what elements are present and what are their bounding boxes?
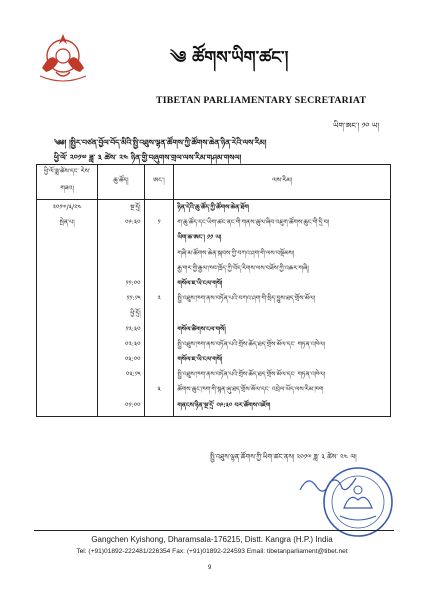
cell-agenda-item: གསོལ་ཚིགས་ངལ་གསོ། [174,322,391,337]
secretariat-title-tibetan: ༄ ཚོགས་ཡིག་ཚང་། [170,48,289,68]
table-row [37,367,391,382]
secretariat-title-english: TIBETAN PARLIAMENTARY SECRETARIAT [156,95,367,106]
cell-time: ༠༡:༠༠ [98,398,144,417]
table-row [37,246,391,261]
reference-number: ཡིག་ཨང་། ༡༠ ཡ། [333,121,380,130]
cell-number: ༢ [144,291,174,306]
footer-address: Gangchen Kyishong, Dharamsala-176215, Distt. Kangra (H.P.) India [91,535,333,544]
cell-number [144,306,174,321]
cell-agenda-item: རྒྱ་གར་གྱི་རྒྱལ་ཁབ་ཁྲོད་ཀྱི་བོད་རིགས་ལས་བཟོས་ཀྱི་འཆར་གཞི། [174,261,391,276]
cell-time: སྔ་དྲོ། [98,200,144,216]
signature-date-line: སྤྱི་འཐུས་ལྷན་ཚོགས་ཀྱི་ཡིག་ཚང་ནས། ༢༠༡༧ ཟླ་ ༣ ཚེས་ ༢༤ ལ། [210,453,357,461]
cell-date [37,261,98,276]
cell-agenda-item: ཚོགས་ཆུང་ཁག་གི་སྙན་ཞུ་ཐད་གྲོས་མོལ་དང་ འབྲེལ་ཡོད་ལས་རིམ་ཁག [174,382,391,397]
cell-number [144,246,174,261]
cell-date [37,246,98,261]
table-header-row [37,165,391,200]
cell-number [144,367,174,382]
cell-date [37,306,98,321]
cell-agenda-item: གནངས་ཉིན་སྔ་དྲོ་ ༠༩:༣༠ བར་ཚོགས་འཇོག [174,398,391,417]
cell-time: ༡༡:༠༠ [98,276,144,291]
table-row [37,306,391,321]
cell-time: ༠༢:༣༠ [98,337,144,352]
agenda-subheading: ཕྱི་ལོ་ ༢༠༡༧ ཟླ་ ༣ ཚེས་ ༢༤ ཉིན་གྱི་བཞུགས་གྲལ་ལས་རིམ་གཤམ་གསལ། [54,153,242,162]
table-row [37,322,391,337]
cell-time: ༠༣:༡༥ [98,367,144,382]
cell-date [37,276,98,291]
table-row [37,200,391,216]
table-row [37,291,391,306]
cell-number [144,337,174,352]
cell-number: ༡ [144,215,174,230]
cell-number: ༣ [144,382,174,397]
cell-agenda-item: ཡིག་ཆ་ཨང་། ༡༡ ཡ། [174,230,391,245]
table-row [37,215,391,230]
cell-time: ༡༡:༡༥ [98,291,144,306]
cell-number [144,230,174,245]
cell-time: ༡༢:༣༠ [98,322,144,337]
cell-number [144,276,174,291]
header-agenda-item: ལས་རིམ། [174,165,391,200]
cell-agenda-item: གཞི་མ་ཚོགས་ཆེན་སྐབས་ཀྱི་བཀའ་ཤག་གི་ལས་བསྡོམས། [174,246,391,261]
table-row [37,382,391,397]
emblem-logo-icon [34,28,92,86]
cell-time [98,382,144,397]
cell-date: སྤེན་པ། [37,215,98,230]
official-seal-icon [320,464,396,540]
cell-time [98,230,144,245]
cell-number [144,200,174,216]
cell-time [98,246,144,261]
cell-number [144,322,174,337]
page-number: 9 [208,565,212,571]
header-number: ཨང་། [144,165,174,200]
cell-date [37,382,98,397]
cell-number [144,352,174,367]
cell-agenda-item: ཉིན་དེའི་ཆུ་ཚོད་ཀྱི་ཚོགས་ཆེན་ཐོག [174,200,391,216]
cell-date [37,367,98,382]
cell-agenda-item [174,306,391,321]
table-row [37,398,391,417]
cell-date [37,352,98,367]
cell-time [98,261,144,276]
header-time: ཆུ་ཚོད། [98,165,144,200]
cell-date: ༢༠༡༧/༣/༢༤ [37,200,98,216]
footer-contact: Tel: (+91)01892-222481/226354 Fax: (+91)01892-224593 Email: tibetanparliament@tibet.net [76,548,348,555]
cell-date [37,230,98,245]
table-row [37,276,391,291]
header-date: ཕྱི་ལོ་ཟླ་ཚེས་དང་ རེས་གཟའ། [37,165,98,200]
agenda-heading: ༄༅། །སྤྱིར་བཙན་བྱོལ་བོད་མིའི་སྤྱི་འཐུས་ལྷན་ཚོགས་ཀྱི་ཚོགས་ཆེན་ཉིན་རེའི་ལས་རིམ། [54,138,267,147]
cell-date [37,322,98,337]
cell-date [37,291,98,306]
cell-number [144,261,174,276]
footer-divider [34,530,394,531]
cell-agenda-item: སྤྱི་འཐུས་ཁག་ནས་བཏོན་པའི་གྲོས་ཆོད་ཐད་གྲོས་མོལ་དང་ གཏན་འཁེལ། [174,337,391,352]
cell-date [37,398,98,417]
table-row [37,261,391,276]
agenda-table [36,164,391,417]
cell-date [37,337,98,352]
cell-time: ༠༣:༠༠ [98,352,144,367]
cell-agenda-item: སྤྱི་འཐུས་ཁག་ནས་བཏོན་པའི་བཀའ་ཤག་གི་སྲིད་བྱུས་ཐད་གྲོས་མོལ། [174,291,391,306]
cell-time: ༠༩:༣༠ [98,215,144,230]
cell-agenda-item: གསོལ་ཇ་ཡི་ངལ་གསོ། [174,352,391,367]
cell-agenda-item: ག་ཆུ་ཚོད་དང་ཡིག་ཚང་ནང་གི་གནས་ཚུལ་ཞིབ་འཇུག་ཚོགས་ཆུང་གི་དྲི་བ། [174,215,391,230]
cell-time: ཕྱི་དྲོ། [98,306,144,321]
table-row [37,230,391,245]
cell-agenda-item: སྤྱི་འཐུས་ཁག་ནས་བཏོན་པའི་གྲོས་ཆོད་ཐད་གྲོས་མོལ་དང་ གཏན་འཁེལ། [174,367,391,382]
table-row [37,337,391,352]
cell-number [144,398,174,417]
agenda-table-body [37,200,391,417]
cell-agenda-item: གསོལ་ཇ་ཡི་ངལ་གསོ། [174,276,391,291]
table-row [37,352,391,367]
